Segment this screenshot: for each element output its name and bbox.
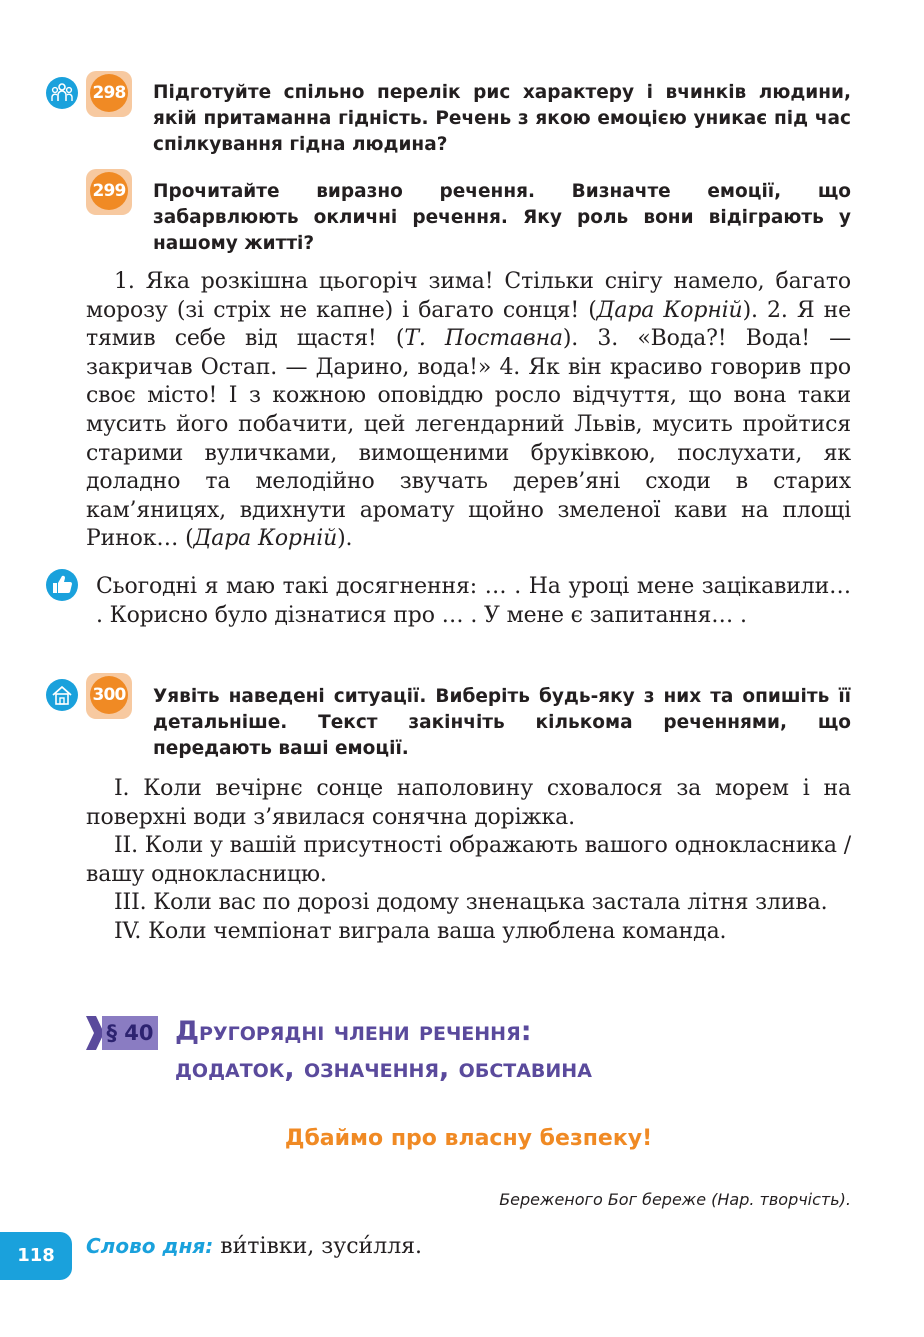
author: Дара Корній [193, 526, 338, 552]
task-text: Прочитайте виразно речення. Визначте емоції, що забарвлюють окличні речення. Яку роль вони відіграють у нашому житті? [153, 181, 851, 254]
proverb: Береженого Бог береже (Нар. творчість). [499, 1190, 851, 1209]
exercise-text [86, 268, 851, 554]
situation-item: III. Коли вас по дорозі додому зненацька застала літня злива. [114, 890, 828, 916]
author: Т. Поставна [404, 326, 563, 352]
author: Дара Корній [596, 297, 743, 323]
thumbs-up-icon [46, 569, 78, 601]
task-number: 300 [90, 676, 128, 714]
word-of-day [86, 1232, 422, 1261]
sentence: 1. Яка розкішна цьогоріч зима! Стільки снігу намело, багато морозу (зі стріх не капне) і багато сонця! ( [86, 269, 851, 323]
task-text: Підготуйте спільно перелік рис характеру і вчинків людини, якій притаманна гідність. Речень з якою емоцією уникає під час спілкування гідна людина? [153, 82, 851, 155]
section-title [175, 1012, 855, 1086]
sentence: ). [337, 526, 353, 552]
page-number: 118 [17, 1245, 55, 1266]
sentence: ). 3. «Вода?! Вода! — закричав Остап. — Дарино, вода!» 4. Як він красиво говорив про своє місто! І з кожною оповіддю росло відчуття, що вона таки мусить його побачити, цей легендарний Львів, мусить пройтися старими вуличками, вимощеними бруківкою, послухати, як доладно та мелодійно звучать дерев’яні сходи в старих кам’яницях, вдихнути аромату щойно змеленої кави на площі Ринок… ( [86, 326, 851, 552]
home-icon [46, 679, 78, 711]
task-number: 299 [90, 172, 128, 210]
situations-list [86, 775, 851, 947]
task-number-badge [86, 71, 132, 117]
situation-item: II. Коли у вашій присутності ображають вашого однокласника / вашу однокласницю. [86, 833, 851, 887]
task-text: Уявіть наведені ситуації. Виберіть будь-яку з них та опишіть її детальніше. Текст закінчіть кількома реченнями, що передають ваші емоції. [153, 686, 851, 759]
situation-item: IV. Коли чемпіонат виграла ваша улюблена команда. [114, 918, 727, 944]
task-number-badge [86, 673, 132, 719]
task-number: 298 [90, 74, 128, 112]
section-badge [86, 1016, 158, 1050]
slogan: Дбаймо про власну безпеку! [284, 1126, 653, 1151]
word-of-day-label: Слово дня: [86, 1234, 214, 1258]
word-of-day-text: ви́тівки, зуси́лля. [220, 1234, 423, 1259]
section-number: § 40 [106, 1021, 154, 1045]
situation-item: I. Коли вечірнє сонце наполовину сховалося за морем і на поверхні води з’явилася сонячна доріжка. [86, 776, 851, 830]
group-work-icon [46, 77, 78, 109]
section-title-line: Другорядні члени речення: [175, 1016, 532, 1047]
section-title-line: додаток, означення, обставина [175, 1053, 592, 1084]
page-number-tab [0, 1232, 72, 1280]
reflection-text: Сьогодні я маю такі досягнення: … . На уроці мене зацікавили… . Корисно було дізнатися про … . У мене є запитання… . [96, 574, 851, 628]
sentence: ). 2. Я не тямив себе від щастя! ( [86, 297, 851, 352]
task-number-badge [86, 169, 132, 215]
